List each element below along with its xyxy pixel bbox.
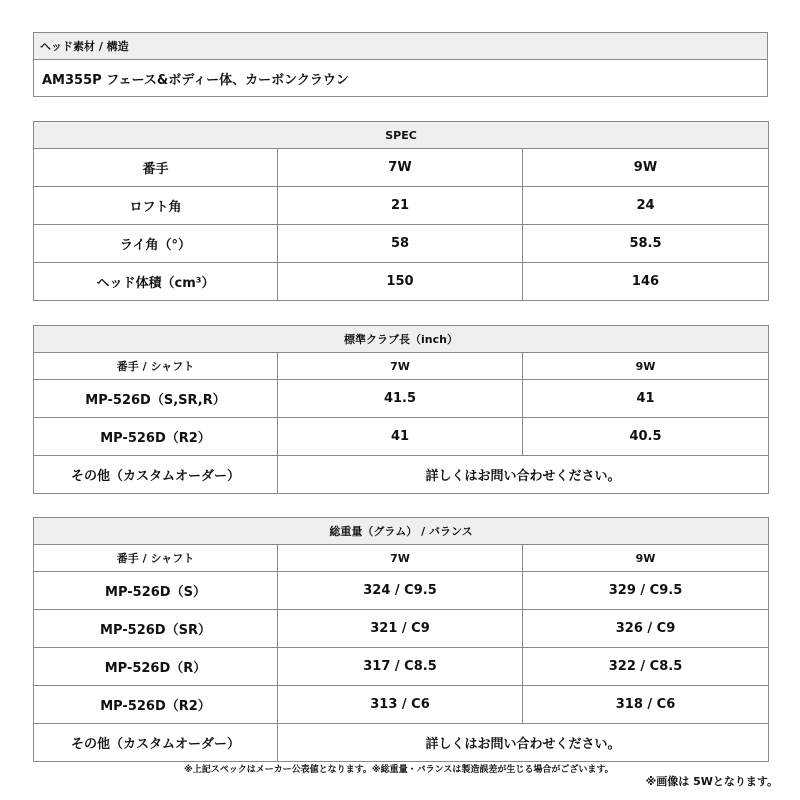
custom-order-label: その他（カスタムオーダー）: [34, 456, 278, 494]
length-value: 41.5: [278, 380, 523, 418]
spec-label: 番手: [34, 149, 278, 187]
weight-value: 329 / C9.5: [523, 572, 769, 610]
material-value: AM355P フェース&ボディー体、カーボンクラウン: [34, 60, 768, 97]
table-row: [34, 686, 769, 724]
spec-table: [33, 121, 769, 301]
weight-value: 324 / C9.5: [278, 572, 523, 610]
shaft-label: MP-526D（R2）: [34, 418, 278, 456]
weight-header: 総重量（グラム） / バランス: [34, 518, 769, 545]
weight-table: [33, 517, 769, 762]
table-row: [34, 149, 769, 187]
spec-value: 150: [278, 263, 523, 301]
spec-label: ヘッド体積（cm³）: [34, 263, 278, 301]
weight-value: 326 / C9: [523, 610, 769, 648]
table-row: [34, 418, 769, 456]
image-note: ※画像は 5Wとなります。: [645, 775, 778, 788]
table-row: [34, 225, 769, 263]
weight-value: 317 / C8.5: [278, 648, 523, 686]
spec-value: 146: [523, 263, 769, 301]
table-row: [34, 380, 769, 418]
spec-value: 24: [523, 187, 769, 225]
length-value: 40.5: [523, 418, 769, 456]
material-table: [33, 32, 768, 97]
column-header: 7W: [278, 545, 523, 572]
spec-label: ライ角（°）: [34, 225, 278, 263]
custom-order-value: 詳しくはお問い合わせください。: [278, 456, 769, 494]
shaft-label: MP-526D（SR）: [34, 610, 278, 648]
weight-value: 318 / C6: [523, 686, 769, 724]
spec-label: ロフト角: [34, 187, 278, 225]
column-header: 7W: [278, 353, 523, 380]
table-row: [34, 610, 769, 648]
spec-value: 21: [278, 187, 523, 225]
custom-order-label: その他（カスタムオーダー）: [34, 724, 278, 762]
column-header-row: [34, 353, 769, 380]
shaft-label: MP-526D（R）: [34, 648, 278, 686]
length-table: [33, 325, 769, 494]
column-header: 番手 / シャフト: [34, 545, 278, 572]
spec-header: SPEC: [34, 122, 769, 149]
column-header-row: [34, 545, 769, 572]
shaft-label: MP-526D（S）: [34, 572, 278, 610]
column-header: 番手 / シャフト: [34, 353, 278, 380]
spec-value: 7W: [278, 149, 523, 187]
table-row: [34, 648, 769, 686]
spec-value: 58: [278, 225, 523, 263]
length-value: 41: [278, 418, 523, 456]
weight-value: 322 / C8.5: [523, 648, 769, 686]
table-row: [34, 456, 769, 494]
column-header: 9W: [523, 545, 769, 572]
weight-value: 321 / C9: [278, 610, 523, 648]
custom-order-value: 詳しくはお問い合わせください。: [278, 724, 769, 762]
spec-value: 58.5: [523, 225, 769, 263]
length-header: 標準クラブ長（inch）: [34, 326, 769, 353]
column-header: 9W: [523, 353, 769, 380]
spec-value: 9W: [523, 149, 769, 187]
shaft-label: MP-526D（R2）: [34, 686, 278, 724]
table-row: [34, 572, 769, 610]
material-header: ヘッド素材 / 構造: [34, 33, 768, 60]
table-row: [34, 187, 769, 225]
length-value: 41: [523, 380, 769, 418]
weight-value: 313 / C6: [278, 686, 523, 724]
table-row: [34, 724, 769, 762]
spec-disclaimer: ※上記スペックはメーカー公表値となります。※総重量・バランスは製造誤差が生じる場合がございます。: [184, 765, 614, 775]
table-row: [34, 263, 769, 301]
shaft-label: MP-526D（S,SR,R）: [34, 380, 278, 418]
